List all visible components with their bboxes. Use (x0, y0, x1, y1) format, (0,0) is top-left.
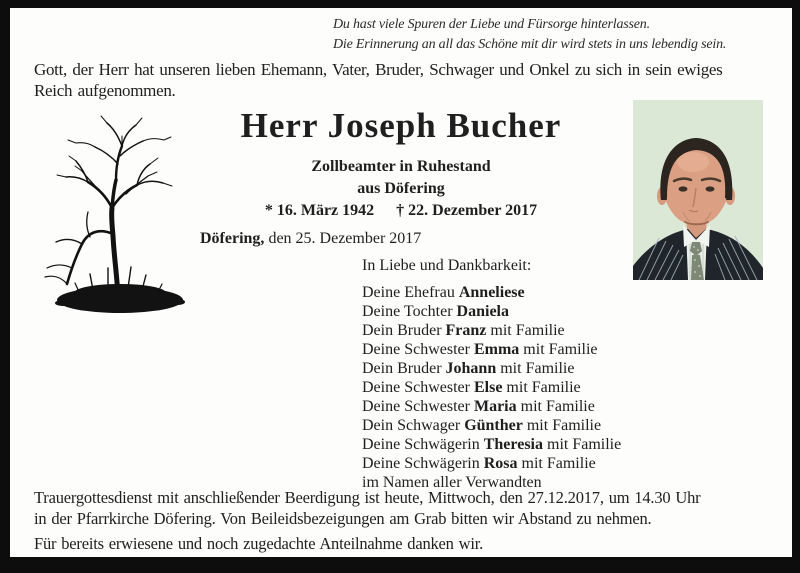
funeral-line-1: Trauergottesdienst mit anschließender Beerdigung ist heute, Mittwoch, den 27.12.2017, um 14.30 Uhr (34, 488, 701, 507)
mourner-suffix: mit Familie (516, 398, 595, 415)
mourner-name: Theresia (483, 436, 543, 453)
mourner-relation: Deine Schwägerin (362, 455, 484, 472)
mourner-suffix: mit Familie (502, 379, 581, 396)
motto (333, 15, 726, 55)
funeral-line-3: Für bereits erwiesene und noch zugedachte Anteilnahme danken wir. (34, 534, 484, 553)
deceased-occupation: Zollbeamter in Ruhestand (311, 158, 491, 175)
motto-line-2: Die Erinnerung an all das Schöne mit dir wird stets in uns lebendig sein. (333, 37, 727, 52)
motto-line-1: Du hast viele Spuren der Liebe und Fürsorge hinterlassen. (333, 17, 650, 32)
mourner-name: Rosa (483, 455, 518, 472)
mourner-suffix: mit Familie (517, 455, 596, 472)
mourner-line (362, 359, 621, 378)
mourner-relation: Dein Schwager (362, 417, 465, 434)
mourner-line (362, 283, 621, 302)
mourner-name: Else (473, 379, 503, 396)
mourner-relation: Dein Bruder (362, 322, 446, 339)
mourner-name: Johann (445, 360, 497, 377)
mourner-suffix: mit Familie (486, 322, 565, 339)
portrait-photo (633, 100, 763, 280)
mourner-line (362, 454, 621, 473)
deceased-origin: aus Döfering (357, 180, 445, 197)
mourner-line (362, 416, 621, 435)
mourner-line (362, 340, 621, 359)
mourner-line (362, 378, 621, 397)
mourner-relation: Deine Tochter (362, 303, 457, 320)
mourner-name: Emma (473, 341, 520, 358)
birth-date: * 16. März 1942 (264, 202, 375, 219)
death-date: † 22. Dezember 2017 (396, 202, 538, 219)
mourner-relation: Dein Bruder (362, 360, 446, 377)
mourner-line (362, 321, 621, 340)
funeral-info (34, 488, 700, 555)
mourner-name: Maria (473, 398, 517, 415)
mourner-relation: Deine Schwester (362, 398, 474, 415)
mourner-suffix: mit Familie (522, 417, 602, 434)
mourner-line (362, 397, 621, 416)
intro-line-2: Reich aufgenommen. (34, 81, 176, 100)
mourner-name: Franz (445, 322, 487, 339)
mourner-relation: Deine Schwester (362, 379, 474, 396)
deceased-name: Herr Joseph Bucher (240, 106, 562, 145)
mourner-suffix: mit Familie (496, 360, 575, 377)
mourner-relation: Deine Schwägerin (362, 436, 484, 453)
mourner-line (362, 435, 621, 454)
dateline (200, 230, 421, 248)
intro-line-1: Gott, der Herr hat unseren lieben Ehemann, Vater, Bruder, Schwager und Onkel zu sich in sein ewiges (34, 60, 723, 79)
dateline-place: Döfering, (200, 230, 265, 247)
obituary-sheet (10, 8, 792, 557)
dateline-date: den 25. Dezember 2017 (268, 230, 422, 247)
mourners-heading: In Liebe und Dankbarkeit: (362, 257, 532, 274)
mourner-line (362, 302, 621, 321)
mourner-name: Günther (464, 417, 523, 434)
mourner-relation: Deine Schwester (362, 341, 474, 358)
mourner-suffix: mit Familie (519, 341, 598, 358)
mourner-suffix: mit Familie (543, 436, 622, 453)
mourner-name: Daniela (456, 303, 509, 320)
funeral-line-2: in der Pfarrkirche Döfering. Von Beileidsbezeigungen am Grab bitten wir Abstand zu nehmen. (34, 508, 652, 528)
intro-paragraph (34, 59, 722, 101)
mourner-relation: Deine Ehefrau (362, 284, 459, 301)
mourner-relation: im Namen aller Verwandten (362, 474, 542, 491)
mourners-block (362, 256, 621, 492)
mourner-name: Anneliese (458, 284, 525, 301)
